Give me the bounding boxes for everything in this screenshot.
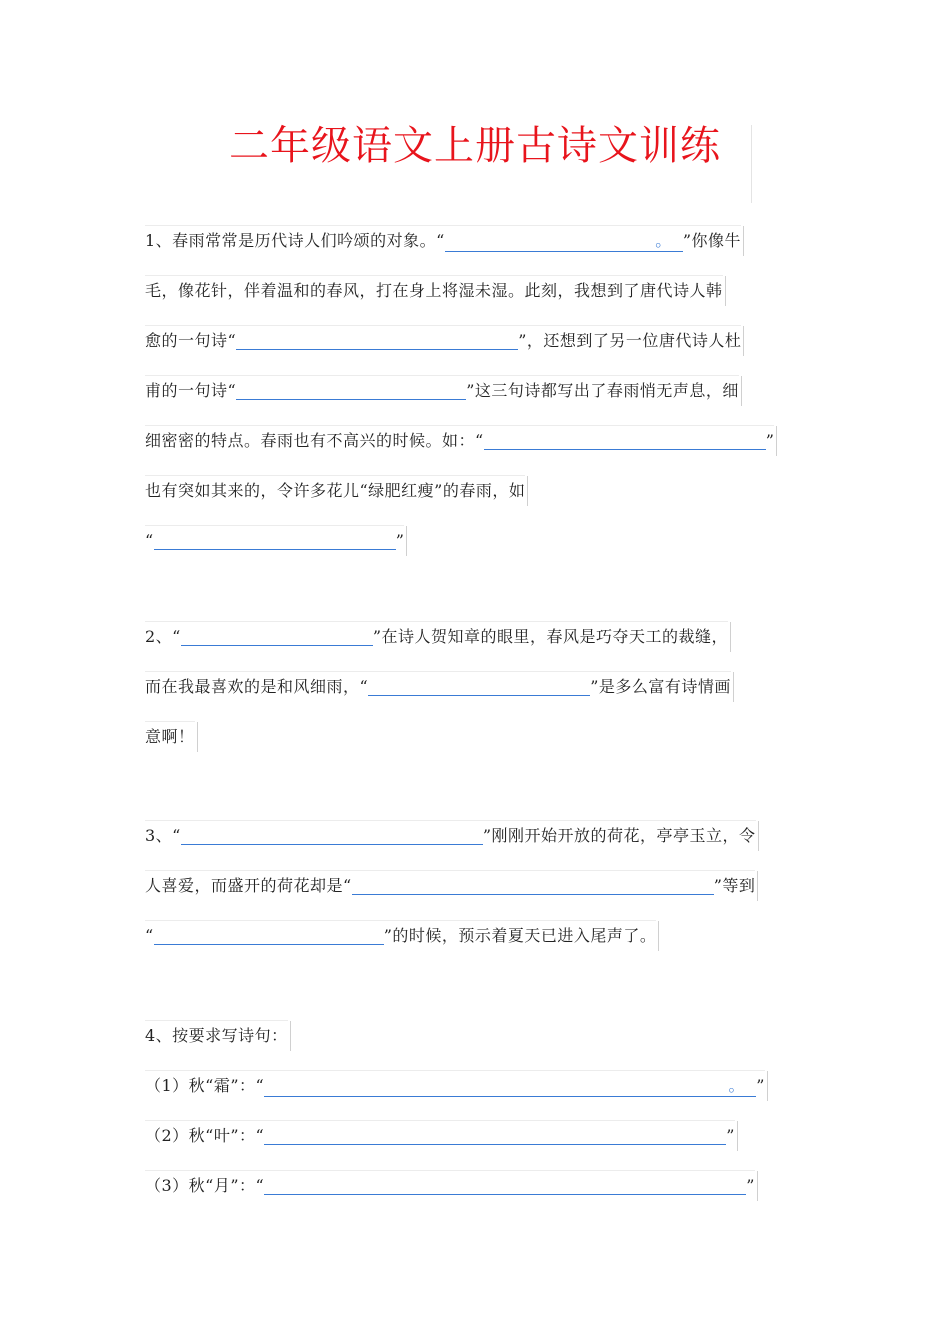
q4-item-2 [145,1120,735,1151]
q1-line-7 [145,525,404,556]
q3-blank-3[interactable] [154,924,384,945]
q2-text: 2、“ [145,627,181,646]
q1-text: 也有突如其来的，令许多花儿“绿肥红瘦”的春雨，如 [145,481,526,500]
q2-line-1 [145,621,728,652]
q1-text: 毛，像花针，伴着温和的春风，打在身上将湿未湿。此刻，我想到了唐代诗人韩 [145,281,723,300]
q3-blank-1[interactable] [181,824,483,845]
q1-text: “ [145,531,154,550]
q4-blank-3[interactable] [264,1174,746,1195]
q4-item-suffix: ” [756,1076,765,1095]
blank-period: 。 [655,231,672,250]
q1-text: 1、春雨常常是历代诗人们吟颂的对象。“ [145,231,445,250]
q3-text: 3、“ [145,826,181,845]
q2-blank-2[interactable] [368,675,590,696]
q2-blank-1[interactable] [181,625,373,646]
q1-line-2 [145,275,723,306]
q1-line-6 [145,475,525,506]
q4-item-prefix: （2）秋“叶”：“ [145,1126,265,1145]
q3-line-3 [145,920,656,951]
q2-line-2 [145,671,731,702]
q3-line-2 [145,870,755,901]
q3-text: “ [145,926,154,945]
q1-blank-1[interactable] [445,231,683,252]
q1-text: 细密密的特点。春雨也有不高兴的时候。如：“ [145,431,484,450]
title-divider [751,125,752,203]
q3-line-1 [145,820,756,851]
q1-text: ”你像牛 [682,231,742,250]
q3-text: ”的时候，预示着夏天已进入尾声了。 [383,926,657,945]
q2-text: 而在我最喜欢的是和风细雨，“ [145,677,369,696]
q1-line-5 [145,425,774,456]
q4-item-prefix: （3）秋“月”：“ [145,1176,265,1195]
q1-blank-3[interactable] [236,379,466,400]
q3-text: ”刚刚开始开放的荷花，亭亭玉立，令 [482,826,756,845]
q4-item-1 [145,1070,765,1101]
q1-line-4 [145,375,739,406]
q4-item-suffix: ” [746,1176,755,1195]
q1-blank-5[interactable] [154,529,396,550]
q1-blank-2[interactable] [236,329,518,350]
q1-line-1 [145,225,741,256]
q1-line-3 [145,325,741,356]
q3-text: 人喜爱，而盛开的荷花却是“ [145,876,352,895]
q3-text: ”等到 [713,876,756,895]
page-title: 二年级语文上册古诗文训练 [229,123,721,169]
blank-period: 。 [728,1076,746,1095]
q2-text: ”在诗人贺知章的眼里，春风是巧夺天工的裁缝， [372,627,729,646]
q4-item-3 [145,1170,755,1201]
q1-text: ”，还想到了另一位唐代诗人杜 [518,331,742,350]
q2-text: 意啊！ [145,727,195,746]
q1-text: ” [395,531,405,550]
q4-heading [145,1020,288,1051]
q1-text: ” [765,431,775,450]
q1-text: 愈的一句诗“ [145,331,237,350]
q4-item-prefix: （1）秋“霜”：“ [145,1076,265,1095]
q4-blank-1[interactable] [264,1076,756,1097]
q1-text: 甫的一句诗“ [145,381,237,400]
q1-text: ”这三句诗都写出了春雨悄无声息，细 [466,381,739,400]
q4-text: 4、按要求写诗句： [145,1026,288,1045]
q3-blank-2[interactable] [352,874,714,895]
q2-text: ”是多么富有诗情画 [590,677,731,696]
q4-blank-2[interactable] [264,1124,726,1145]
q1-blank-4[interactable] [484,429,766,450]
q2-line-3 [145,721,195,752]
q4-item-suffix: ” [726,1126,735,1145]
